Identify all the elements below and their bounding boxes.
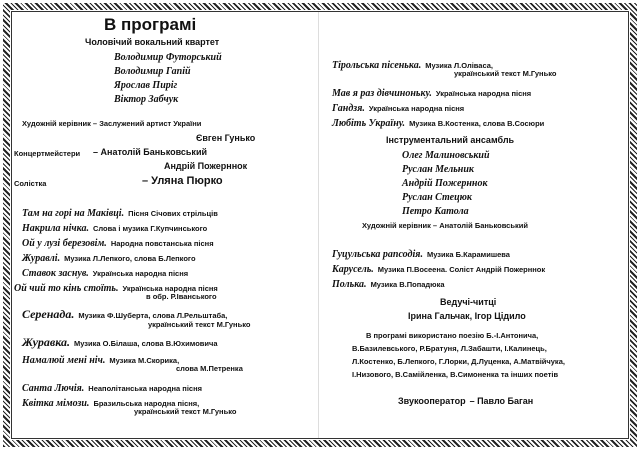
- quartet-member: Володимир Футорський: [114, 52, 222, 63]
- quartet-member: Володимир Гапій: [114, 66, 191, 77]
- left-page: [14, 14, 306, 434]
- song-item: Ой чий то кінь стоїть. Українська народна пісня: [14, 283, 218, 294]
- ensemble-member: Руслан Стецюк: [402, 192, 472, 203]
- poets-line: В.Базилевського, Р.Братуня, Л.Забашти, І.Калинець,: [352, 344, 547, 353]
- song-item: Санта Лючія. Неаполітанська народна пісня: [22, 383, 202, 394]
- song-item: Ставок заснув. Українська народна пісня: [22, 268, 189, 279]
- quartet-member: Віктор Забчук: [114, 94, 179, 105]
- sound-engineer: Звукооператор – Павло Баган: [398, 396, 534, 406]
- concertmasters-label: Концертмейстери: [14, 149, 81, 158]
- song-item: Полька. Музика В.Попадюка: [332, 279, 445, 290]
- page-fold: [318, 12, 319, 438]
- song-item: Мав я раз дівчиноньку. Українська народна пісня: [332, 88, 532, 99]
- right-page: [330, 14, 626, 434]
- ensemble-member: Петро Катола: [402, 206, 469, 217]
- song-credit: український текст М.Гунько: [148, 320, 251, 329]
- program-title: В програмі: [104, 15, 197, 34]
- poets-line: В програмі використано поезію Б.-І.Антонича,: [366, 331, 539, 340]
- song-item: Накрила нічка. Слова і музика Г.Купчинського: [22, 223, 208, 234]
- song-credit: український текст М.Гунько: [134, 407, 237, 416]
- ensemble-heading: Інструментальний ансамбль: [386, 135, 515, 145]
- song-item: Серенада. Музика Ф.Шуберта, слова Л.Рельштаба,: [22, 307, 228, 321]
- song-item: Любіть Україну. Музика В.Костенка, слова В.Сосюри: [332, 118, 545, 129]
- hosts-heading: Ведучі-читці: [440, 297, 497, 307]
- poets-line: Л.Костенко, Б.Лепкого, Г.Лорки, Д.Луценка, А.Матвійчука,: [352, 357, 565, 366]
- song-item: Там на горі на Маківці. Пісня Січових стрільців: [22, 208, 218, 219]
- song-item: Карусель. Музика П.Восеена. Соліст Андрій Пожерннок: [332, 264, 546, 275]
- song-credit: український текст М.Гунько: [454, 69, 557, 78]
- song-credit: слова М.Петренка: [176, 364, 243, 373]
- director-label: Художній керівник – Заслужений артист України: [22, 119, 202, 128]
- song-item: Намалюй мені ніч. Музика М.Скорика,: [22, 355, 180, 366]
- ensemble-director: Художній керівник – Анатолій Баньковський: [362, 221, 528, 230]
- song-item: Гуцульська рапсодія. Музика Б.Карамишева: [332, 249, 510, 260]
- quartet-heading: Чоловічий вокальний квартет: [85, 37, 220, 47]
- ensemble-member: Андрій Пожерннок: [402, 178, 488, 189]
- ensemble-member: Олег Малиновський: [402, 150, 490, 161]
- hosts-names: Ірина Гальчак, Ігор Цідило: [408, 311, 526, 321]
- poets-line: І.Низового, В.Самійленка, В.Симоненка та інших поетів: [352, 370, 559, 379]
- song-credit: в обр. Р.Іванського: [146, 292, 217, 301]
- song-item: Тірольська пісенька. Музика Л.Оліваса,: [332, 60, 493, 71]
- soloist-name: – Уляна Пюрко: [142, 175, 223, 187]
- concertmaster-name: – Анатолій Баньковський: [93, 147, 208, 157]
- director-name: Євген Гунько: [196, 133, 256, 143]
- concertmaster-name: Андрій Пожерннок: [164, 161, 248, 171]
- song-item: Журавка. Музика О.Білаша, слова В.Юхимовича: [22, 335, 218, 349]
- song-item: Гандзя. Українська народна пісня: [332, 103, 465, 114]
- soloist-label: Солістка: [14, 179, 47, 188]
- song-item: Квітка мімози. Бразильська народна пісня,: [22, 398, 200, 409]
- song-item: Журавлі. Музика Л.Лепкого, слова Б.Лепкого: [22, 253, 196, 264]
- ensemble-member: Руслан Мельник: [402, 164, 474, 175]
- quartet-member: Ярослав Пиріг: [114, 80, 178, 91]
- song-item: Ой у лузі березовім. Народна повстанська пісня: [22, 238, 214, 249]
